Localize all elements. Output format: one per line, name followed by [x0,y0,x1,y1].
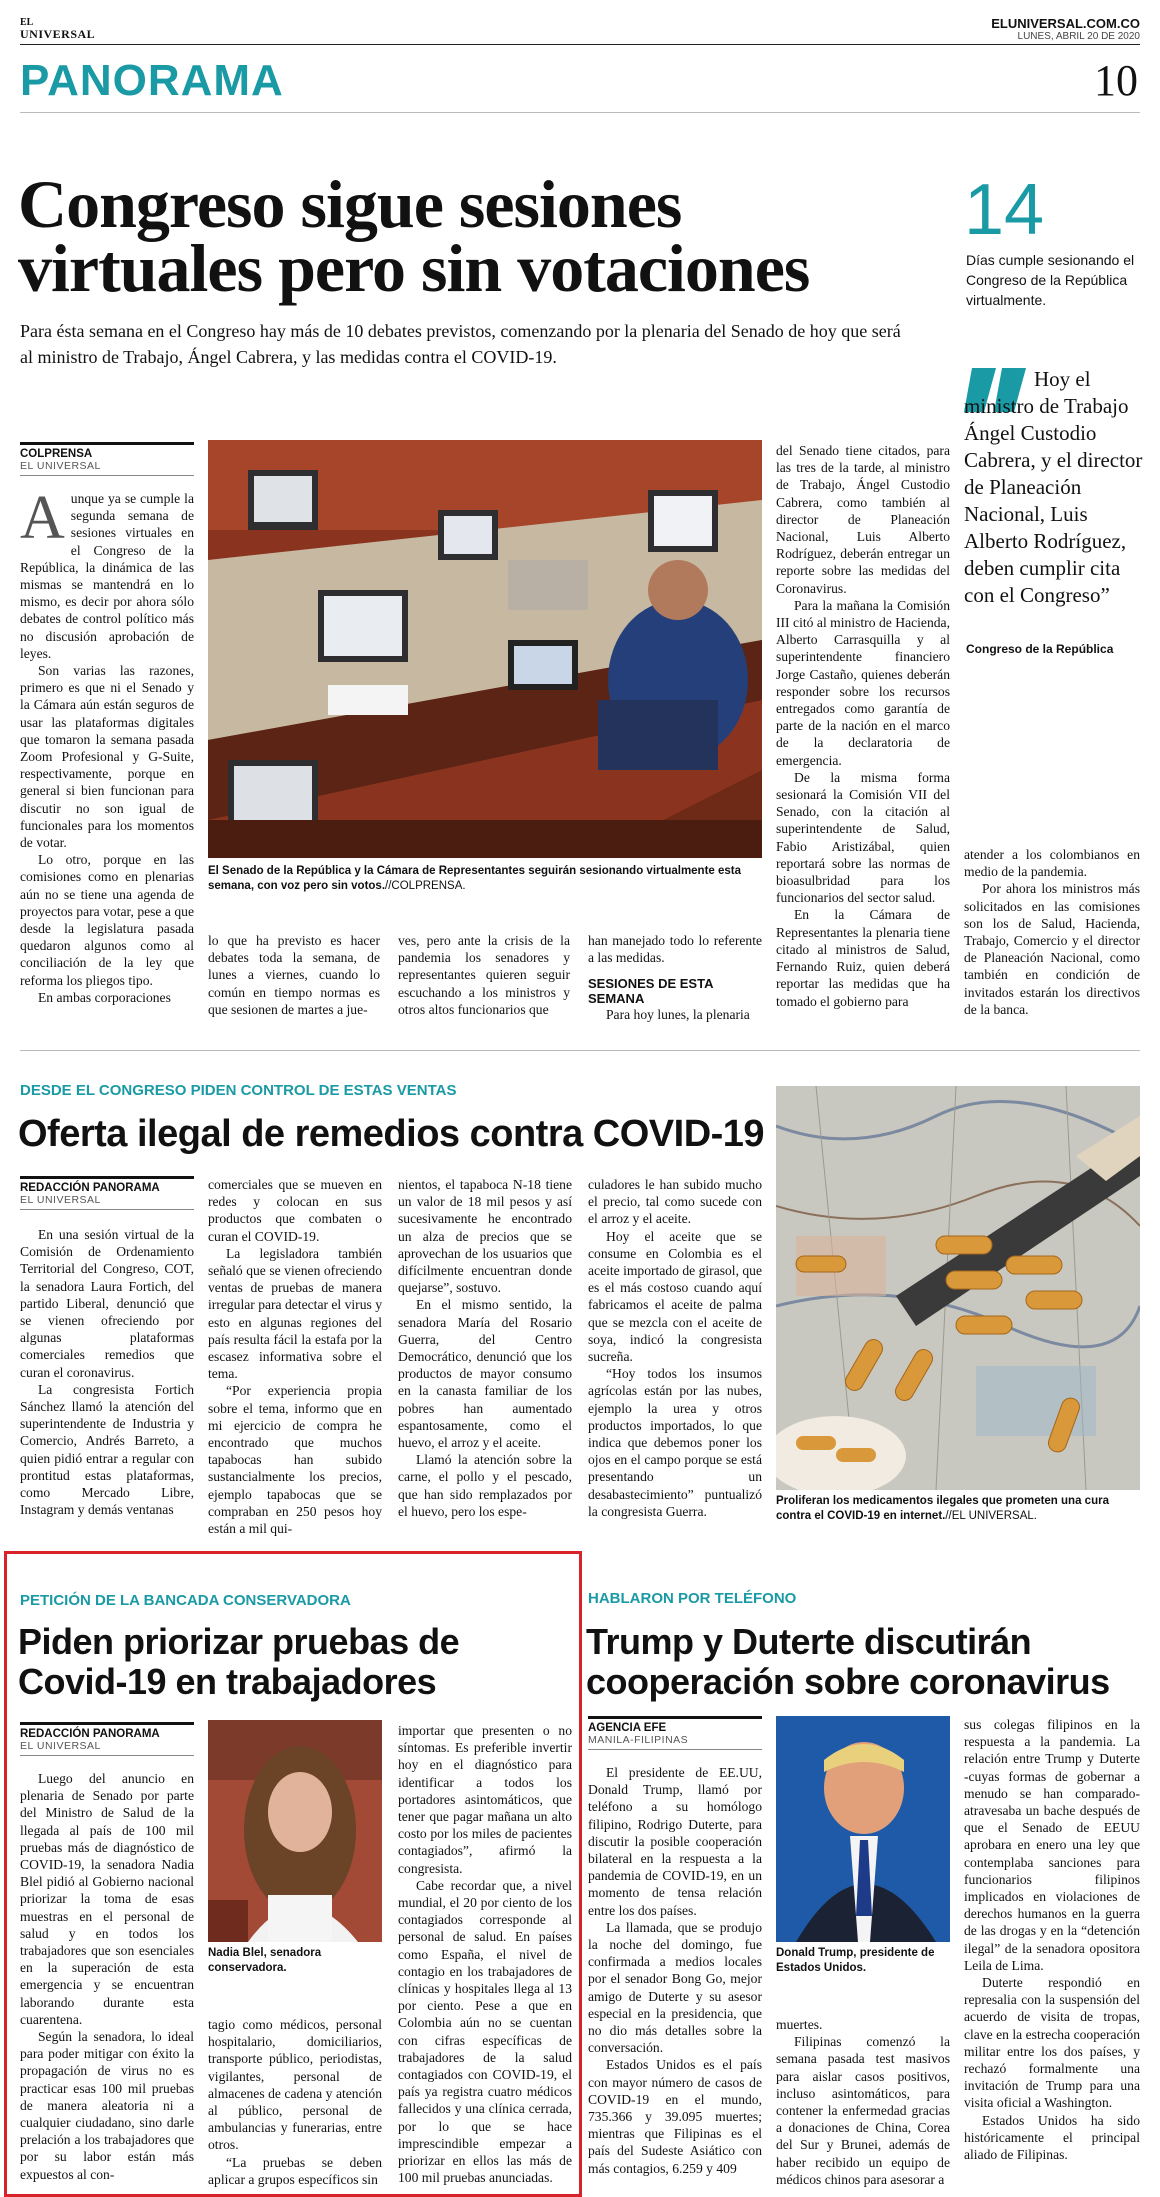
story3-column-3 [398,1722,572,2186]
story2-byline-sub: EL UNIVERSAL [20,1194,194,1210]
lead-headline [18,166,948,306]
story2-byline: REDACCIÓN PANORAMA [20,1176,194,1194]
pull-quote-text: Hoy el ministro de Trabajo Ángel Custodio Cabrera, y el director de Planeación Nacional, Luis Alberto Rodríguez, deben cumplir cita con el Congreso” [964,367,1143,607]
story2-col3-p1: nientos, el tapaboca N-18 tiene un valor de 18 mil pesos y así sucesivamente he encontrado un alza de precios que se aprovechan de los usuarios que difícilmente encuentran donde quejarse”, sostuvo. [398,1177,572,1296]
pills-map-photo [776,1086,1140,1490]
story2-kicker: DESDE EL CONGRESO PIDEN CONTROL DE ESTAS VENTAS [20,1082,457,1099]
pull-quote [964,366,1154,609]
lead-column-1 [20,442,194,1006]
story4-column-2 [776,2016,950,2188]
story2-photo-caption [776,1494,1140,1524]
story4-headline [586,1622,1146,1702]
lead-column-2 [208,932,380,1018]
lead-column-3 [398,932,570,1018]
lead-headline-line-1: Congreso sigue sesiones [18,166,682,242]
story4-photo-caption: Donald Trump, presidente de Estados Unidos. [776,1947,935,1974]
lead-deck: Para ésta semana en el Congreso hay más de 10 debates previstos, comenzando por la plenaria del Senado de hoy que será al ministro de Trabajo, Ángel Cabrera, y las medidas contra el COVID-19. [20,321,901,367]
divider [20,1050,1140,1051]
story4-col1-p1: El presidente de EE.UU, Donald Trump, llamó por teléfono a su homólogo filipino, Rodrigo Duterte, para discutir la posible cooperación bilateral en la respuesta a la pandemia de COVID-19, en un momento de tensa relación entre los dos países. [588,1765,762,1918]
story4-headline-line-1: Trump y Duterte discutirán [586,1621,1032,1662]
lead-col5-p1: del Senado tiene citados, para las tres de la tarde, al ministro de Trabajo, Ángel Custodio Cabrera, como también al director de Planeación Nacional, Luis Alberto Rodríguez, deberán entregar un reporte sobre las medidas del Coronavirus. [776,443,950,596]
story2-col2-p3: “Por experiencia propia sobre el tema, informo que en mi ejercicio de compra he encontrado que muchos tapabocas han subido sustancialmente los precios, ejemplo tapabocas que se compraban en 250 pesos hoy están a mil qui- [208,1383,382,1537]
story2-column-3 [398,1176,572,1520]
section-title: PANORAMA [20,56,284,105]
lead-col5-p4: En la Cámara de Representantes la plenaria tiene citado al ministros de Salud, Fernando Ruiz, quien deberá reportar las medidas que ha tomado el gobierno para [776,907,950,1009]
story4-col3-p2: Duterte respondió en represalia con la suspensión del acuerdo de visita de tropas, clave en la estrecha cooperación militar entre los dos países, y rechazó formalmente una invitación de Trump para una visita oficial a Washington. [964,1975,1140,2111]
lead-col4-p: Para hoy lunes, la plenaria [606,1007,750,1023]
story3-headline-line-2: Covid-19 en trabajadores [18,1661,437,1702]
drop-cap: A [20,484,65,552]
masthead-rule [20,44,1140,45]
logo-top: EL [20,17,34,28]
story2-col3-p2: En el mismo sentido, la senadora María del Rosario Guerra, del Centro Democrático, denunció que los productos de mayor consumo en la canasta familiar de los pobres han aumentado espantosamente, como el huevo, el arroz y el aceite. [398,1297,572,1451]
story3-byline: REDACCIÓN PANORAMA [20,1722,194,1740]
story2-col3-p3: Llamó la atención sobre la carne, el pollo y el pescado, que han sido remplazados por el huevo, pero los espe- [398,1452,572,1519]
story4-col1-p3: Estados Unidos es el país con mayor número de casos de COVID-19 en el mundo, 735.366 y 39.095 muertes; mientras que Filipinas es el país del Sudeste Asiático con más contagios, 6.259 y 409 [588,2057,762,2176]
lead-col1-p1: unque ya se cumple la segunda semana de sesiones virtuales en el Congreso de la República, la dinámica de las mismas se mantendrá en lo mismo, es decir por ahora sólo debates de control político más no discusión aprobación de leyes. [20,491,194,661]
lead-byline-sub: EL UNIVERSAL [20,460,194,476]
story2-col2-p2: La legisladora también señaló que se vienen ofreciendo ventas de pruebas de manera irregular para detectar el virus y esto en algunas regiones del país resulta fácil la estafa por la escasez informativa sobre el tema. [208,1245,382,1382]
lead-col1-p2: Son varias las razones, primero es que ni el Senado y la Cámara aún están seguros de usar las plataformas digitales que tomaron la semana pasada Zoom Profesional y G-Suite, respectivamente, porque en general si bien funcionan para discutir no son igual de funcionales para los momentos de votar. [20,663,194,851]
lead-subhead: SESIONES DE ESTA SEMANA [588,976,713,1007]
site-url: ELUNIVERSAL.COM.CO [991,16,1140,31]
lead-photo-caption [208,864,762,894]
nadia-blel-photo [208,1720,382,1942]
story3-col2-p2: “La pruebas se deben aplicar a grupos específicos sin [208,2154,382,2187]
lead-col1-p4: En ambas corporaciones [38,989,171,1005]
lead-col5-p3: De la misma forma sesionará la Comisión VII del Senado, con la citación al superintendente de Salud, Fabio Aristizábal, quien reportará sobre las normas de bioasulbridad para los funcionarios del sector salud. [776,769,950,906]
masthead-right [991,16,1140,42]
story4-column-1 [588,1716,762,2177]
story3-col2-p1: tagio como médicos, personal hospitalario, domiciliarios, transporte público, periodistas, vigilantes, personal de almacenes de cadena y atención al público, personal de ambulancias y funerarias, entre otros. [208,2017,382,2153]
story4-col1-p2: La llamada, que se produjo la noche del domingo, fue confirmada a medios locales por el senador Bong Go, mejor amigo de Duterte y su asesor especial en la presidencia, que no dio más detalles sobre la conversación. [588,1919,762,2056]
page-number: 10 [1094,56,1138,105]
story4-col2-p1: muertes. [776,2017,823,2032]
story3-photo-caption: Nadia Blel, senadora conservadora. [208,1947,322,1974]
story4-col3-p1: sus colegas filipinos en la respuesta a la pandemia. La relación entre Trump y Duterte -cuyas formas de gobernar a menudo se han comparado- atravesaba un bache después de que el Senado de EEUU aprobara en enero una ley que contemplaba sanciones para funcionarios filipinos implicados en violaciones de derechos humanos en la guerra de las drogas y en la “detención ilegal” de la senadora opositora Leila de Lima. [964,1717,1140,1973]
lead-byline: COLPRENSA [20,442,194,460]
story3-col3-p1: importar que presenten o no síntomas. Es preferible invertir hoy en el diagnóstico para identificar a todos los portadores asintomáticos, que tener que pagar mañana un alto costo por los miles de pacientes contagiados”, afirmó la congresista. [398,1723,572,1876]
story4-byline-sub: MANILA-FILIPINAS [588,1734,762,1750]
story2-col4-p2: Hoy el aceite que se consume en Colombia es el aceite importado de girasol, que es el más costoso cuando aquí fabricamos el aceite de palma que se mezcla con el aceite de soya, indicó la congresista sucreña. [588,1228,763,1365]
donald-trump-photo [776,1716,950,1942]
lead-col4-text: han manejado todo lo referente a las medidas. [588,933,762,966]
story4-column-3 [964,1716,1140,2163]
story2-column-1 [20,1176,194,1518]
story2-col1-p1: En una sesión virtual de la Comisión de Ordenamiento Territorial del Congreso, COT, la senadora Laura Fortich, del partido Liberal, denunció que se vienen ofreciendo por algunas plataformas comerciales remedios que curan el coronavirus. [20,1227,194,1380]
logo [20,18,95,40]
story2-column-2 [208,1176,382,1537]
lead-col6-p1: atender a los colombianos en medio de la pandemia. [964,847,1140,880]
lead-caption-text: El Senado de la República y la Cámara de Representantes seguirán sesionando virtualmente esta semana, con voz pero sin votos. [208,865,742,892]
stat-text: Días cumple sesionando el Congreso de la República virtualmente. [966,252,1135,308]
lead-col2-text: lo que ha previsto es hacer debates toda la semana, de lunes a viernes, cuando lo común en tiempo normas es que sesionen de martes a jue- [208,933,380,1017]
story3-column-1 [20,1722,194,2183]
story3-col1-p1: Luego del anuncio en plenaria de Senado por parte del Ministro de Salud de la llegada al país de 100 mil pruebas más de diagnóstico de COVID-19, la senadora Nadia Blel pidió al Gobierno nacional priorizar la toma de esas muestras en el personal de salud y en todos los trabajadores que son esenciales en la superación de esta emergencia y se encuentran laborando durante esta cuarentena. [20,1771,194,2027]
story3-kicker: PETICIÓN DE LA BANCADA CONSERVADORA [20,1592,351,1609]
story4-byline: AGENCIA EFE [588,1716,762,1734]
lead-col3-text: ves, pero ante la crisis de la pandemia los senadores y representantes quieren seguir escuchando a los ministros y otros altos funcionarios que [398,933,570,1017]
story3-byline-sub: EL UNIVERSAL [20,1740,194,1756]
stat-number: 14 [964,170,1045,250]
story2-column-4 [588,1176,762,1520]
story3-column-2 [208,2016,382,2188]
story2-col1-p2: La congresista Fortich Sánchez llamó la atención del superintendente de Industria y Comercio, Andrés Barreto, a quien pidió entrar a regular con prontitud estas plataformas, como Mercado Libre, Instagram y demás ventanas [20,1381,194,1518]
section-rule [20,112,1140,113]
lead-col5-p2: Para la mañana la Comisión III citó al ministro de Hacienda, Alberto Carrasquilla y al superintendente financiero Jorge Castaño, quienes deberán responder sobre los recursos entregados como garantía de parte de la nación en el marco de la declaratoria de emergencia. [776,597,950,768]
lead-caption-credit: //COLPRENSA. [385,880,466,892]
story3-col3-p2: Cabe recordar que, a nivel mundial, el 20 por ciento de los contagiados corresponde al personal de salud. En países como España, el nivel de contagio en los trabajadores de clínicas y hospitales llega al 13 por ciento. Pese a que en Colombia aún no se cuentan con cifras específicas de trabajadores de la salud contagiados con COVID-19, el país ya registra cuatro médicos fallecidos y una clínica cerrada, por lo que se hace imprescindible empezar a priorizar en ellos las más de 100 mil pruebas anunciadas. [398,1877,572,2186]
story2-headline: Oferta ilegal de remedios contra COVID-19 [18,1113,765,1155]
story2-col4-p3: “Hoy todos los insumos agrícolas están por las nubes, ejemplo la urea y otros productos importados, lo que indica que debemos poner los ojos en el campo porque se está presentando un desabastecimiento” puntualizó la congresista Guerra. [588,1366,762,1519]
issue-date: LUNES, ABRIL 20 DE 2020 [1017,31,1140,42]
story3-headline-line-1: Piden priorizar pruebas de [18,1621,460,1662]
story2-caption-credit: //EL UNIVERSAL. [945,1510,1037,1522]
story2-caption-text: Proliferan los medicamentos ilegales que prometen una cura contra el COVID-19 en internet. [776,1495,1109,1522]
story2-col2-p1: comerciales que se mueven en redes y colocan en sus productos que combaten o curan el COVID-19. [208,1177,382,1244]
lead-headline-line-2: virtuales pero sin votaciones [18,230,810,306]
story3-col1-p2: Según la senadora, lo ideal para poder mitigar con éxito la propagación de virus no es practicar esas 100 mil pruebas de manera aleatoria ni a cualquier ciudadano, sino darle prelación a los trabajadores que por su labor están más expuestos al con- [20,2029,194,2182]
story4-col3-p3: Estados Unidos ha sido históricamente el principal aliado de Filipinas. [964,2112,1140,2163]
pull-quote-source: Congreso de la República [966,642,1114,656]
logo-bottom: UNIVERSAL [20,27,96,41]
story2-col4-p1: culadores le han subido mucho el precio, tal como sucede con el arroz y el aceite. [588,1177,762,1227]
senate-session-photo [208,440,762,858]
story4-headline-line-2: cooperación sobre coronavirus [586,1661,1110,1702]
lead-column-5 [776,442,950,1010]
story4-col2-p2: Filipinas comenzó la semana pasada test masivos para aislar casos positivos, incluso asintomáticos, para contener la enfermedad gracias a donaciones de China, Corea del Sur y Brunei, además de haber recibido un equipo de médicos chinos para asesorar a [776,2034,950,2187]
lead-col1-p3: Lo otro, porque en las comisiones como en plenarias aún no se tiene una agenda de proyectos para votar, pese a que desde la legislatura pasada quedaron algunos como al conciliación de la ley que reforma los pliegos tipo. [20,852,194,988]
lead-column-6 [964,846,1140,1018]
lead-column-4 [588,932,762,1024]
story3-headline [18,1622,578,1702]
story4-kicker: HABLARON POR TELÉFONO [588,1590,797,1607]
lead-col6-p2: Por ahora los ministros más solicitados en las comisiones son los de Salud, Hacienda, Trabajo, Comercio y el director de Planeación Nacional, como también en condición de invitados estarán los directivos de la banca. [964,881,1140,1017]
